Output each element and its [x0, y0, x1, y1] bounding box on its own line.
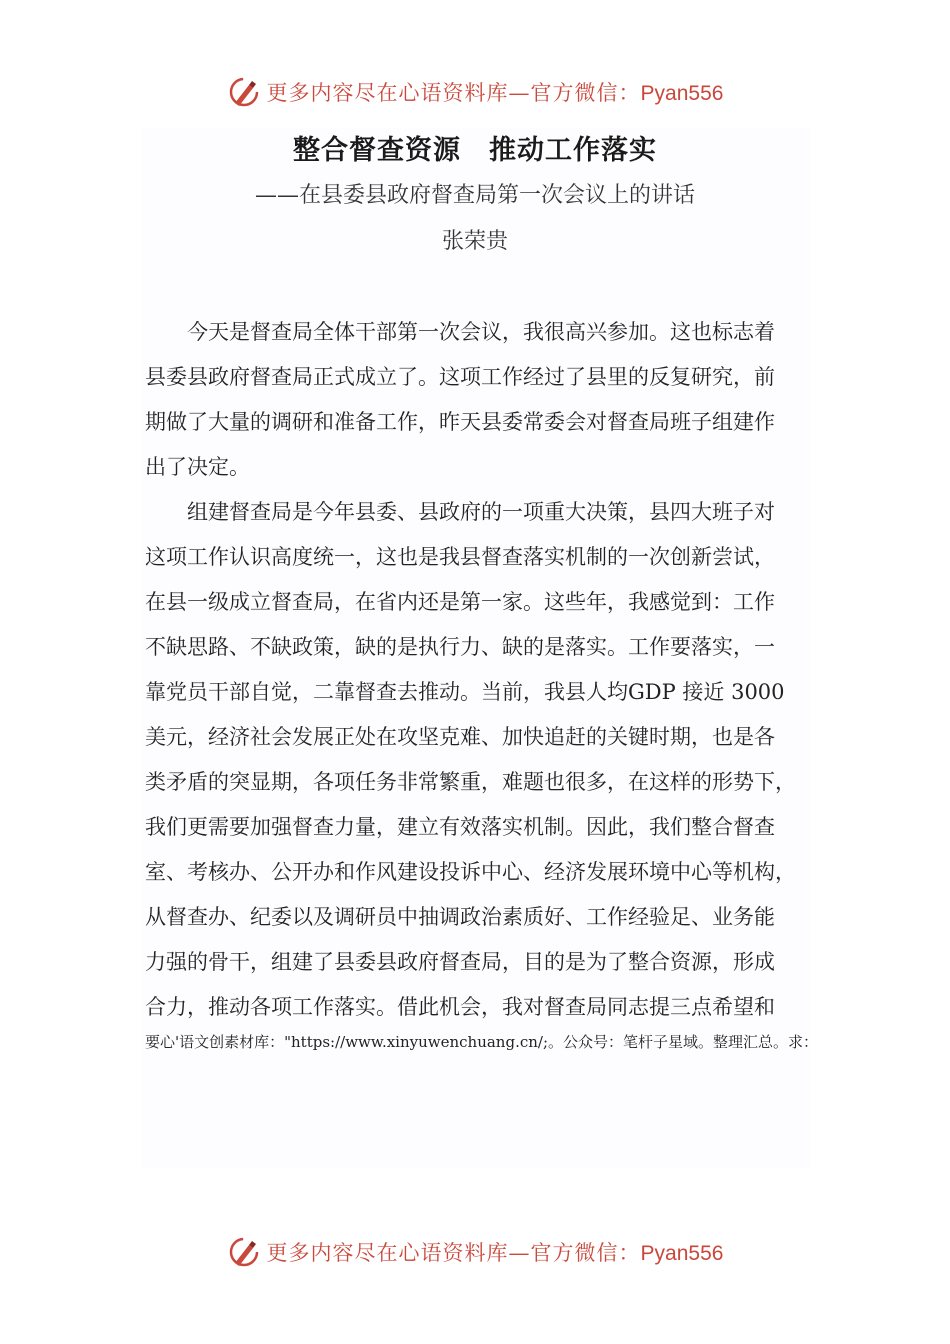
watermark-text: 更多内容尽在心语资料库—官方微信：Pyan556 [266, 1241, 724, 1265]
text-line: 美元，经济社会发展正处在攻坚克难、加快追赶的关键时期，也是各 [145, 725, 775, 749]
text-line: 靠党员干部自觉，二靠督查去推动。当前，我县人均GDP 接近 3000 [145, 680, 785, 704]
text-line: 类矛盾的突显期，各项任务非常繁重，难题也很多，在这样的形势下， [145, 770, 796, 794]
paragraph [145, 490, 817, 1030]
text-line: 组建督查局是今年县委、县政府的一项重大决策，县四大班子对 [187, 500, 775, 524]
text-line: 出了决定。 [145, 455, 250, 479]
watermark-header [0, 72, 950, 112]
text-line: 不缺思路、不缺政策，缺的是执行力、缺的是落实。工作要落实，一 [145, 635, 775, 659]
text-line: 从督查办、纪委以及调研员中抽调政治素质好、工作经验足、业务能 [145, 905, 775, 929]
text-line: 县委县政府督查局正式成立了。这项工作经过了县里的反复研究，前 [145, 365, 775, 389]
text-line: 今天是督查局全体干部第一次会议，我很高兴参加。这也标志着 [187, 320, 775, 344]
document-subtitle: ——在县委县政府督查局第一次会议上的讲话 [254, 183, 695, 208]
paragraph [145, 310, 817, 490]
text-line: 这项工作认识高度统一，这也是我县督查落实机制的一次创新尝试， [145, 545, 775, 569]
text-line: 我们更需要加强督查力量，建立有效落实机制。因此，我们整合督查 [145, 815, 775, 839]
source-note: 要心'语文创素材库："https://www.xinyuwenchuang.cn/;。公众号：笔杆子星域。整理汇总。求： [145, 1033, 819, 1051]
document-author: 张荣贵 [441, 229, 508, 254]
text-line: 合力，推动各项工作落实。借此机会，我对督查局同志提三点希望和 [145, 995, 775, 1019]
document-body [145, 310, 817, 1030]
pen-logo-icon [227, 75, 261, 109]
document-title: 整合督查资源 推动工作落实 [293, 135, 657, 166]
watermark-text: 更多内容尽在心语资料库—官方微信：Pyan556 [266, 81, 724, 105]
pen-logo-icon [227, 1235, 261, 1269]
watermark-footer [0, 1232, 950, 1272]
text-line: 力强的骨干，组建了县委县政府督查局，目的是为了整合资源，形成 [145, 950, 775, 974]
text-line: 室、考核办、公开办和作风建设投诉中心、经济发展环境中心等机构， [145, 860, 796, 884]
text-line: 期做了大量的调研和准备工作，昨天县委常委会对督查局班子组建作 [145, 410, 775, 434]
text-line: 在县一级成立督查局，在省内还是第一家。这些年，我感觉到：工作 [145, 590, 775, 614]
